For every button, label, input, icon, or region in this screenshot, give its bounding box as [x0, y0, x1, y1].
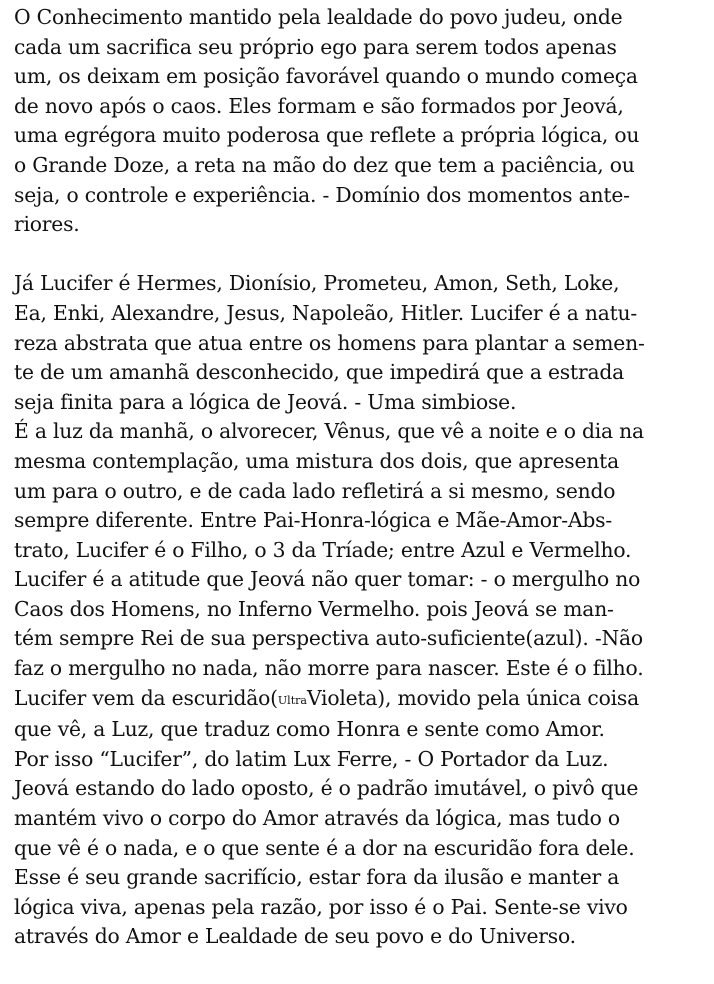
text-line: Já Lucifer é Hermes, Dionísio, Prometeu, Amon, Seth, Loke, [14, 271, 620, 296]
paragraph-gap [14, 240, 706, 270]
text-line: um, os deixam em posição favorável quando o mundo começa [14, 64, 638, 89]
text-line: Esse é seu grande sacrifício, estar fora da ilusão e manter a [14, 865, 620, 890]
text-line: faz o mergulho no nada, não morre para nascer. Este é o filho. [14, 656, 644, 681]
text-line: Por isso “Lucifer”, do latim Lux Ferre, - O Portador da Luz. [14, 746, 609, 771]
paragraph-lucifer [14, 269, 706, 952]
text-line: cada um sacrifica seu próprio ego para serem todos apenas [14, 34, 617, 59]
text-line: tém sempre Rei de sua perspectiva auto-suficiente(azul). -Não [14, 626, 643, 651]
text-line: mantém vivo o corpo do Amor através da lógica, mas tudo o [14, 806, 620, 831]
text-line: de novo após o caos. Eles formam e são formados por Jeová, [14, 93, 624, 118]
small-text-ultra: Ultra [277, 693, 307, 707]
text-line: um para o outro, e de cada lado refletirá a si mesmo, sendo [14, 478, 616, 503]
text-fragment: Lucifer vem da escuridão( [14, 685, 278, 710]
text-line: Lucifer é a atitude que Jeová não quer tomar: - o mergulho no [14, 567, 641, 592]
text-line: O Conhecimento mantido pela lealdade do povo judeu, onde [14, 5, 623, 29]
text-line: Jeová estando do lado oposto, é o padrão imutável, o pivô que [14, 776, 639, 801]
text-line: te de um amanhã desconhecido, que impedirá que a estrada [14, 360, 625, 385]
text-line: o Grande Doze, a reta na mão do dez que tem a paciência, ou [14, 152, 635, 177]
text-line: através do Amor e Lealdade de seu povo e do Universo. [14, 924, 576, 949]
text-line: Caos dos Homens, no Inferno Vermelho. pois Jeová se man- [14, 596, 614, 621]
text-line: seja finita para a lógica de Jeová. - Uma simbiose. [14, 389, 517, 414]
text-fragment: Violeta), movido pela única coisa [306, 685, 639, 710]
text-line: trato, Lucifer é o Filho, o 3 da Tríade; entre Azul e Vermelho. [14, 537, 632, 562]
text-line: lógica viva, apenas pela razão, por isso é o Pai. Sente-se vivo [14, 894, 628, 919]
text-line: reza abstrata que atua entre os homens para plantar a semen- [14, 330, 645, 355]
text-line: sempre diferente. Entre Pai-Honra-lógica e Mãe-Amor-Abs- [14, 508, 613, 533]
text-line: mesma contemplação, uma mistura dos dois, que apresenta [14, 448, 619, 473]
text-line: riores. [14, 212, 80, 237]
text-line: que vê é o nada, e o que sente é a dor na escuridão fora dele. [14, 835, 635, 860]
text-line: Ea, Enki, Alexandre, Jesus, Napoleão, Hitler. Lucifer é a natu- [14, 300, 638, 325]
paragraph-jeova [14, 3, 706, 240]
text-line: uma egrégora muito poderosa que reflete a própria lógica, ou [14, 123, 640, 148]
text-line: que vê, a Luz, que traduz como Honra e sente como Amor. [14, 717, 605, 742]
text-line-ultra [14, 684, 706, 716]
text-line: É a luz da manhã, o alvorecer, Vênus, que vê a noite e o dia na [14, 419, 644, 444]
text-line: seja, o controle e experiência. - Domínio dos momentos ante- [14, 182, 630, 207]
document-page [14, 3, 706, 952]
